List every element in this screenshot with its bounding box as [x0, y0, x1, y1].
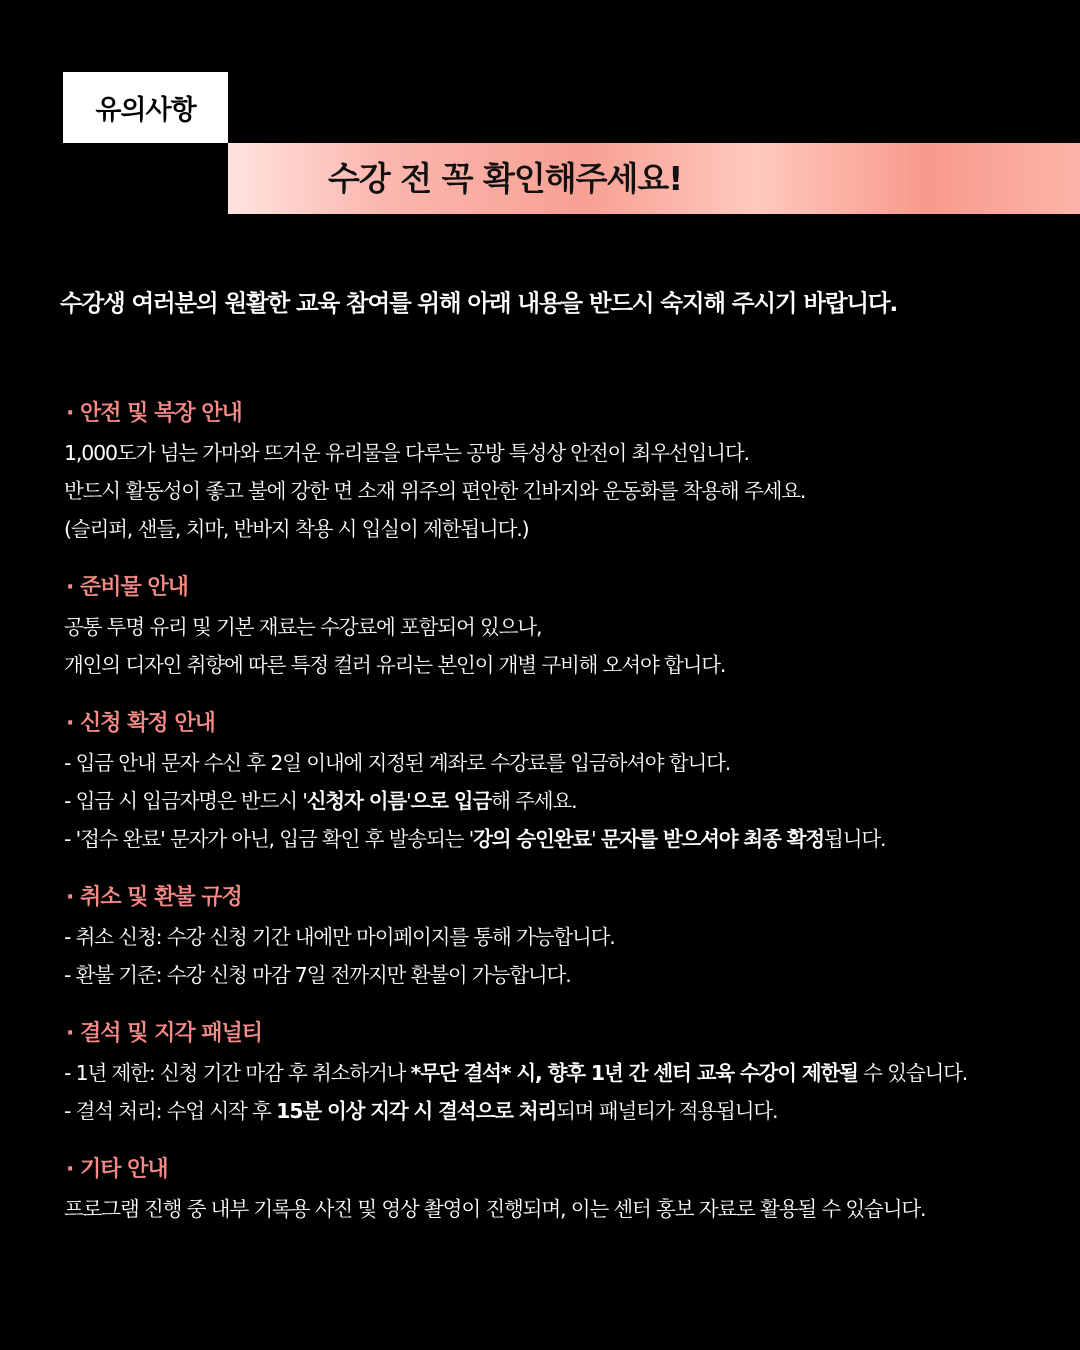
section-safety	[64, 394, 1064, 548]
text-part: 수 있습니다.	[857, 1061, 968, 1085]
safety-line: (슬리퍼, 샌들, 치마, 반바지 착용 시 입실이 제한됩니다.)	[64, 517, 529, 541]
section-title-supplies: · 준비물 안내	[66, 575, 188, 600]
section-supplies	[64, 568, 1064, 684]
intro-text: 수강생 여러분의 원활한 교육 참여를 위해 아래 내용을 반드시 숙지해 주시기 바랍니다.	[60, 289, 898, 317]
text-part: '	[406, 789, 411, 813]
safety-line: 반드시 활동성이 좋고 불에 강한 면 소재 위주의 편안한 긴바지와 운동화를 착용해 주세요.	[64, 479, 806, 503]
penalty-line	[64, 1054, 1064, 1092]
section-penalty	[64, 1014, 1064, 1130]
section-title-penalty: · 결석 및 지각 패널티	[66, 1021, 263, 1046]
section-refund	[64, 878, 1064, 994]
penalty-line	[64, 1092, 1064, 1130]
section-title-safety: · 안전 및 복장 안내	[66, 401, 242, 426]
confirm-line	[64, 820, 1064, 858]
confirm-line	[64, 782, 1064, 820]
supplies-line: 공통 투명 유리 및 기본 재료는 수강료에 포함되어 있으나,	[64, 615, 542, 639]
section-title-etc: · 기타 안내	[66, 1157, 168, 1182]
text-part: - '접수 완료' 문자가 아닌, 입금 확인 후 발송되는 '	[64, 827, 474, 851]
text-part: 되며 패널티가 적용됩니다.	[556, 1099, 778, 1123]
etc-line: 프로그램 진행 중 내부 기록용 사진 및 영상 촬영이 진행되며, 이는 센터 홍보 자료로 활용될 수 있습니다.	[64, 1197, 926, 1221]
refund-line: - 환불 기준: 수강 신청 마감 7일 전까지만 환불이 가능합니다.	[64, 963, 571, 987]
bold-text: 문자를 받으셔야 최종 확정	[600, 827, 825, 851]
bold-text: 강의 승인완료	[473, 827, 592, 851]
text-part: - 1년 제한: 신청 기간 마감 후 취소하거나	[64, 1061, 411, 1085]
notice-badge: 유의사항	[63, 72, 228, 143]
notice-sections	[64, 394, 1064, 1228]
text-part: - 결석 처리: 수업 시작 후	[64, 1099, 277, 1123]
confirm-line: - 입금 안내 문자 수신 후 2일 이내에 지정된 계좌로 수강료를 입금하셔야 합니다.	[64, 751, 731, 775]
bold-text: *무단 결석* 시, 향후 1년 간 센터 교육 수강이 제한될	[410, 1061, 858, 1085]
section-confirm	[64, 704, 1064, 858]
section-title-confirm: · 신청 확정 안내	[66, 711, 215, 736]
text-part: - 입금 시 입금자명은 반드시 '	[64, 789, 307, 813]
section-title-refund: · 취소 및 환불 규정	[66, 885, 242, 910]
text-part: 해 주세요.	[491, 789, 577, 813]
text-part: '	[591, 827, 601, 851]
text-part: 됩니다.	[824, 827, 886, 851]
header-banner	[228, 143, 1080, 214]
section-etc	[64, 1150, 1064, 1228]
banner-title: 수강 전 꼭 확인해주세요!	[328, 159, 683, 198]
bold-text: 15분 이상 지각 시 결석으로 처리	[276, 1099, 557, 1123]
refund-line: - 취소 신청: 수강 신청 기간 내에만 마이페이지를 통해 가능합니다.	[64, 925, 615, 949]
supplies-line: 개인의 디자인 취향에 따른 특정 컬러 유리는 본인이 개별 구비해 오셔야 합니다.	[64, 653, 726, 677]
safety-line: 1,000도가 넘는 가마와 뜨거운 유리물을 다루는 공방 특성상 안전이 최우선입니다.	[64, 441, 749, 465]
bold-text: 신청자 이름	[306, 789, 407, 813]
bold-text: 으로 입금	[410, 789, 492, 813]
